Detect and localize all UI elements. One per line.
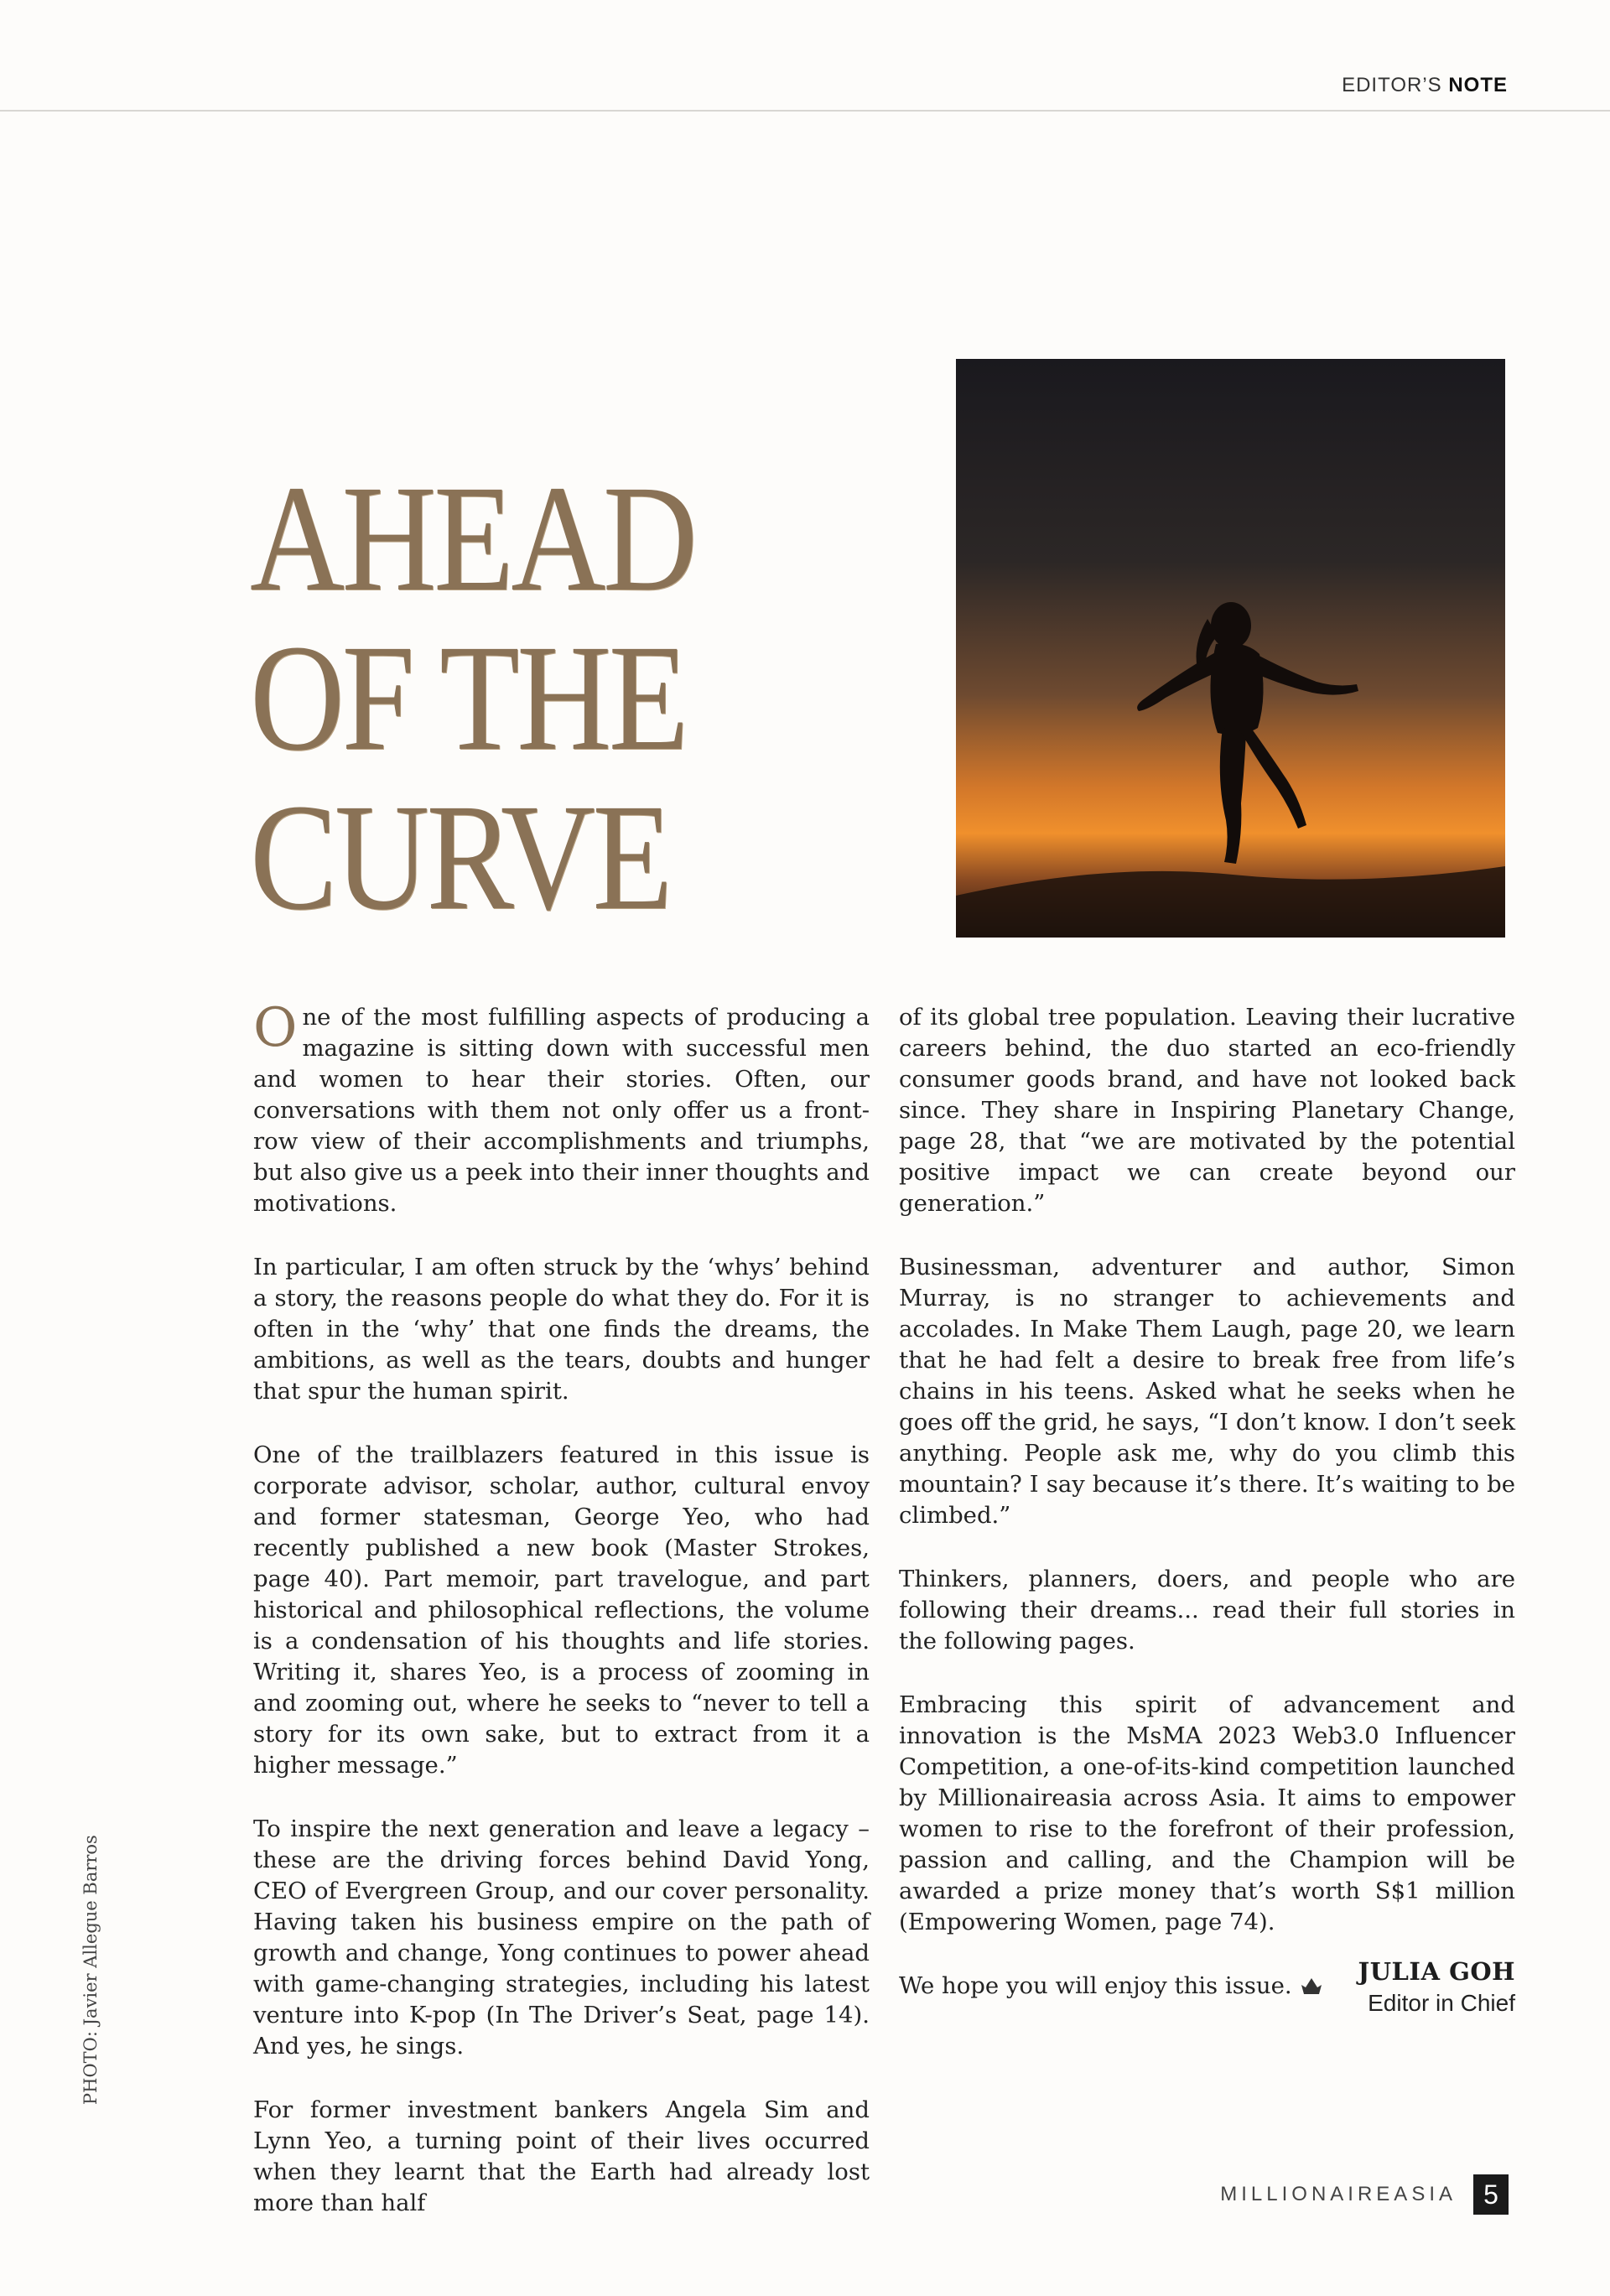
body-paragraph: One of the trailblazers featured in this issue is corporate advisor, scholar, author, cultural envoy and former statesman, George Yeo, who had recently published a new book (Master Strokes, page 40). Part memoir, part travelogue, and part historical and philosophical reflections, the volume is a condensation of his thoughts and life stories. Writing it, shares Yeo, is a process of zooming in and zooming out, where he seeks to “never to tell a story for its own sake, but to extract from it a higher message.” — [253, 1441, 870, 1779]
body-paragraph — [253, 997, 870, 1219]
body-paragraph: of its global tree population. Leaving their lucrative careers behind, the duo started an eco-friendly consumer goods brand, and have not looked back since. They share in Inspiring Planetary Change, page 28, that “we are motivated by the potential positive impact we can create beyond our generation.” — [899, 1004, 1515, 1217]
signature-block — [899, 1956, 1515, 2019]
body-column-left — [253, 997, 870, 2252]
body-paragraph: Businessman, adventurer and author, Simon Murray, is no stranger to achievements and accolades. In Make Them Laugh, page 20, we learn that he had felt a desire to break free from life’s chains in his teens. Asked what he seeks when he goes off the grid, he says, “I don’t know. I don’t seek anything. People ask me, why do you climb this mountain? I say because it’s there. It’s waiting to be climbed.” — [899, 1254, 1515, 1529]
paragraph-text: ne of the most fulfilling aspects of producing a magazine is sitting down with successful men and women to hear their stories. Often, our conversations with them not only offer us a front-row view of their accomplishments and triumphs, but also give us a peek into their inner thoughts and motivations. — [253, 1004, 870, 1217]
section-header — [1342, 74, 1508, 97]
body-paragraph: For former investment bankers Angela Sim and Lynn Yeo, a turning point of their lives occurred when they learnt that the Earth had already lost more than half — [253, 2096, 870, 2216]
author-name: JULIA GOH — [1358, 1957, 1515, 1986]
header-divider — [0, 110, 1610, 112]
section-label-strong: NOTE — [1448, 74, 1508, 96]
body-paragraph: To inspire the next generation and leave a legacy – these are the driving forces behind David Yong, CEO of Evergreen Group, and our cover personality. Having taken his business empire on the path of growth and change, Yong continues to power ahead with game-changing strategies, including his latest venture into K-pop (In The Driver’s Seat, page 14). And yes, he sings. — [253, 1816, 870, 2060]
hero-photo — [956, 359, 1505, 938]
body-paragraph: In particular, I am often struck by the ‘whys’ behind a story, the reasons people do what they do. For it is often in the ‘why’ that one finds the dreams, the ambitions, as well as the tears, doubts and hunger that spur the human spirit. — [253, 1254, 870, 1405]
paragraph-text: We hope you will enjoy this issue. — [899, 1972, 1292, 1999]
body-paragraph: Embracing this spirit of advancement and innovation is the MsMA 2023 Web3.0 Influencer Competition, a one-of-its-kind competition launched by Millionaireasia across Asia. It aims to empower women to rise to the forefront of their profession, passion and calling, and the Champion will be awarded a prize money that’s worth S$1 million (Empowering Women, page 74). — [899, 1691, 1515, 1935]
headline-line-2: OF THE — [250, 614, 687, 782]
page-number: 5 — [1473, 2174, 1509, 2215]
publication-name: MILLIONAIREASIA — [1220, 2183, 1457, 2205]
photo-credit: PHOTO: Javier Allegue Barros — [80, 1835, 101, 2105]
body-paragraph: Thinkers, planners, doers, and people who are following their dreams... read their full stories in the following pages. — [899, 1566, 1515, 1654]
silhouette-photo-illustration — [956, 359, 1505, 938]
headline — [250, 455, 798, 942]
headline-line-1: AHEAD — [250, 455, 695, 623]
author-title: Editor in Chief — [1368, 1990, 1515, 2016]
body-column-right — [899, 1002, 1515, 2002]
section-label: EDITOR’S — [1342, 74, 1449, 96]
headline-line-3: CURVE — [250, 773, 670, 942]
page-footer — [1220, 2174, 1509, 2215]
drop-cap: O — [253, 997, 298, 1059]
